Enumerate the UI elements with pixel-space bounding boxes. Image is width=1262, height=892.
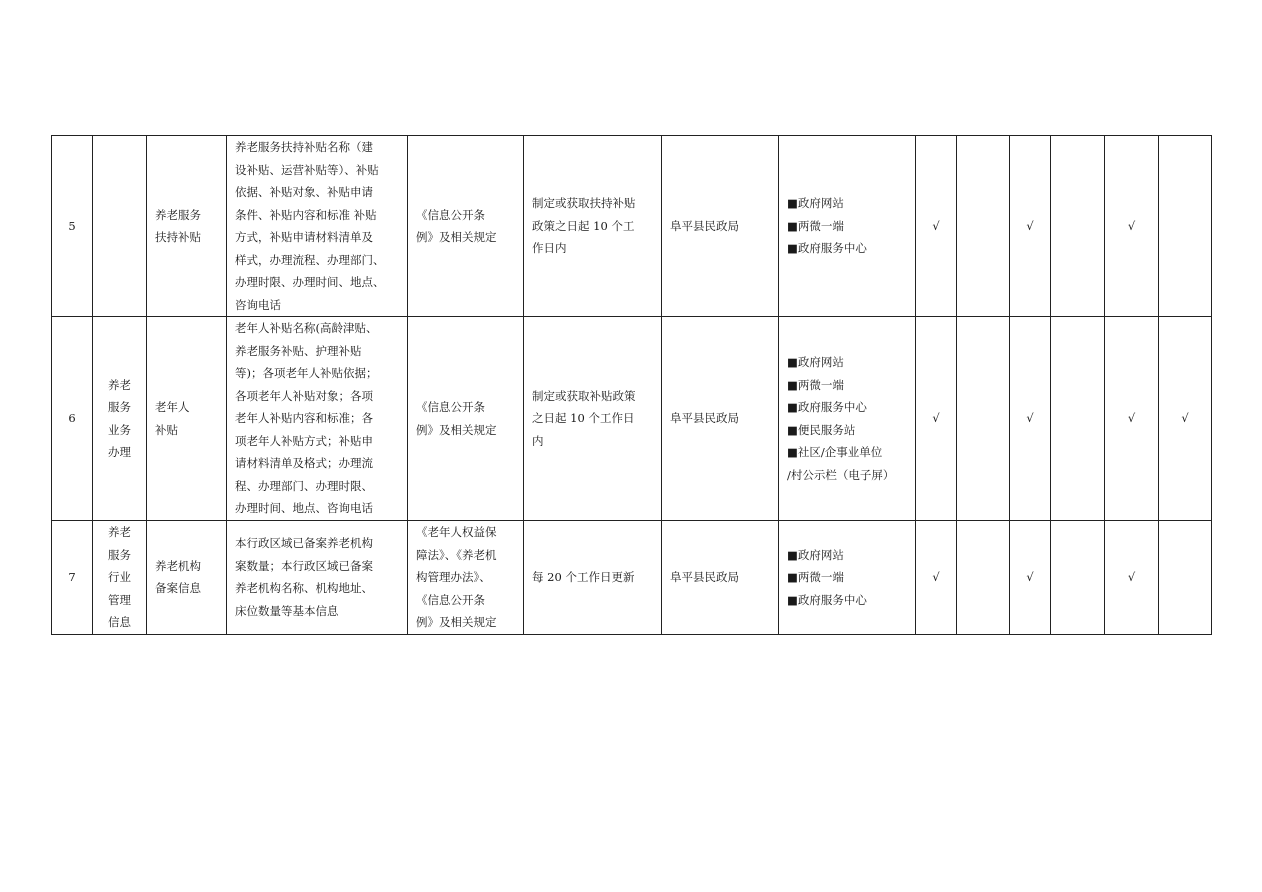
- check-mark: √: [1105, 521, 1159, 635]
- content-line: 方式，补贴申请材料清单及: [235, 230, 373, 244]
- category-line: 养老: [108, 377, 131, 392]
- basis-line: 《信息公开条: [416, 207, 485, 222]
- basis-line: 例》及相关规定: [416, 230, 497, 244]
- basis-line: 《信息公开条: [416, 400, 485, 414]
- time-limit-cell: [524, 317, 662, 521]
- content-cell: [227, 521, 408, 635]
- check-mark: √: [1159, 317, 1212, 521]
- channels-cell: [779, 317, 916, 521]
- item-cell: [147, 317, 227, 521]
- basis-line: 例》及相关规定: [416, 422, 497, 437]
- channel-line: ■政府网站: [787, 196, 844, 211]
- channel-line: ■政府网站: [787, 547, 844, 562]
- row-number: 6: [52, 317, 93, 521]
- agency-cell: 阜平县民政局: [662, 521, 779, 635]
- category-line: 管理: [108, 592, 131, 607]
- time-limit-cell: [524, 136, 662, 317]
- channel-line: ■政府服务中心: [787, 592, 867, 607]
- content-line: 咨询电话: [235, 297, 281, 312]
- table-row: [52, 317, 1212, 521]
- check-mark: [957, 521, 1010, 635]
- basis-cell: [408, 521, 524, 635]
- item-cell: [147, 136, 227, 317]
- content-line: 本行政区域已备案养老机构: [235, 536, 373, 551]
- check-mark: [1051, 317, 1105, 521]
- basis-cell: [408, 136, 524, 317]
- channel-line: ■政府网站: [787, 355, 844, 369]
- check-mark: [957, 136, 1010, 317]
- content-line: 养老服务扶持补贴名称（建: [235, 140, 373, 154]
- content-cell: [227, 317, 408, 521]
- category-line: 行业: [108, 570, 131, 584]
- channel-line: ■两微一端: [787, 377, 844, 392]
- row-number: 7: [52, 521, 93, 635]
- check-mark: √: [1105, 317, 1159, 521]
- check-mark: [1051, 521, 1105, 635]
- time-limit-line: 政策之日起 10 个工: [532, 218, 635, 233]
- content-line: 各项老年人补贴对象；各项: [235, 388, 373, 403]
- time-limit-line: 内: [532, 433, 544, 448]
- category-line: 服务: [108, 547, 131, 562]
- time-limit-line: 每 20 个工作日更新: [532, 570, 635, 584]
- basis-cell: [408, 317, 524, 521]
- content-line: 养老机构名称、机构地址、: [235, 581, 373, 596]
- time-limit-line: 之日起 10 个工作日: [532, 411, 635, 426]
- content-line: 办理时间、地点、咨询电话: [235, 501, 373, 516]
- category-cell: [93, 521, 147, 635]
- basis-line: 《信息公开条: [416, 592, 485, 607]
- item-line: 备案信息: [155, 581, 201, 596]
- check-mark: √: [916, 317, 957, 521]
- content-cell: [227, 136, 408, 317]
- channel-line: ■两微一端: [787, 570, 844, 584]
- channel-line: ■社区/企事业单位: [787, 445, 883, 459]
- content-line: 床位数量等基本信息: [235, 603, 339, 618]
- time-limit-line: 作日内: [532, 241, 567, 256]
- channel-line: ■便民服务站: [787, 422, 856, 437]
- channel-line: ■政府服务中心: [787, 400, 867, 414]
- item-cell: [147, 521, 227, 635]
- content-line: 项老年人补贴方式；补贴申: [235, 433, 373, 448]
- item-line: 补贴: [155, 422, 178, 437]
- check-mark: [1159, 521, 1212, 635]
- category-line: 办理: [108, 445, 131, 459]
- basis-line: 例》及相关规定: [416, 615, 497, 629]
- check-mark: [1159, 136, 1212, 317]
- agency-cell: 阜平县民政局: [662, 317, 779, 521]
- check-mark: √: [1010, 317, 1051, 521]
- disclosure-table: [51, 135, 1212, 635]
- item-line: 扶持补贴: [155, 230, 201, 244]
- channel-line: /村公示栏（电子屏）: [787, 467, 895, 482]
- basis-line: 障法》、《养老机: [416, 547, 497, 562]
- content-line: 老年人补贴名称(高龄津贴、: [235, 321, 378, 336]
- channel-line: ■政府服务中心: [787, 241, 867, 256]
- agency-cell: 阜平县民政局: [662, 136, 779, 317]
- table-row: [52, 521, 1212, 635]
- channels-cell: [779, 136, 916, 317]
- content-line: 条件、补贴内容和标准 补贴: [235, 207, 377, 222]
- content-line: 办理时限、办理时间、地点、: [235, 275, 385, 289]
- category-line: 服务: [108, 400, 131, 414]
- content-line: 设补贴、运营补贴等）、补贴: [235, 162, 379, 177]
- check-mark: √: [1010, 521, 1051, 635]
- category-cell: [93, 317, 147, 521]
- item-line: 老年人: [155, 400, 190, 414]
- time-limit-line: 制定或获取补贴政策: [532, 388, 636, 403]
- item-line: 养老服务: [155, 207, 201, 222]
- time-limit-cell: [524, 521, 662, 635]
- content-line: 样式，办理流程、办理部门、: [235, 252, 385, 267]
- check-mark: √: [1010, 136, 1051, 317]
- row-number: 5: [52, 136, 93, 317]
- content-line: 请材料清单及格式；办理流: [235, 456, 373, 471]
- basis-line: 构管理办法》、: [416, 570, 491, 584]
- channels-cell: [779, 521, 916, 635]
- check-mark: [1051, 136, 1105, 317]
- content-line: 依据、补贴对象、补贴申请: [235, 185, 373, 199]
- channel-line: ■两微一端: [787, 218, 844, 233]
- content-line: 案数量；本行政区域已备案: [235, 558, 373, 573]
- content-line: 程、办理部门、办理时限、: [235, 478, 373, 493]
- category-cell: [93, 136, 147, 317]
- basis-line: 《老年人权益保: [416, 525, 497, 539]
- item-line: 养老机构: [155, 558, 201, 573]
- time-limit-line: 制定或获取扶持补贴: [532, 196, 636, 211]
- check-mark: [957, 317, 1010, 521]
- content-line: 老年人补贴内容和标准；各: [235, 411, 373, 426]
- content-line: 养老服务补贴、护理补贴: [235, 343, 362, 358]
- category-line: 养老: [108, 525, 131, 539]
- check-mark: √: [916, 521, 957, 635]
- category-line: 业务: [108, 422, 131, 437]
- content-line: 等)；各项老年人补贴依据；: [235, 366, 378, 381]
- table-row: [52, 136, 1212, 317]
- category-line: 信息: [108, 615, 131, 629]
- check-mark: √: [1105, 136, 1159, 317]
- check-mark: √: [916, 136, 957, 317]
